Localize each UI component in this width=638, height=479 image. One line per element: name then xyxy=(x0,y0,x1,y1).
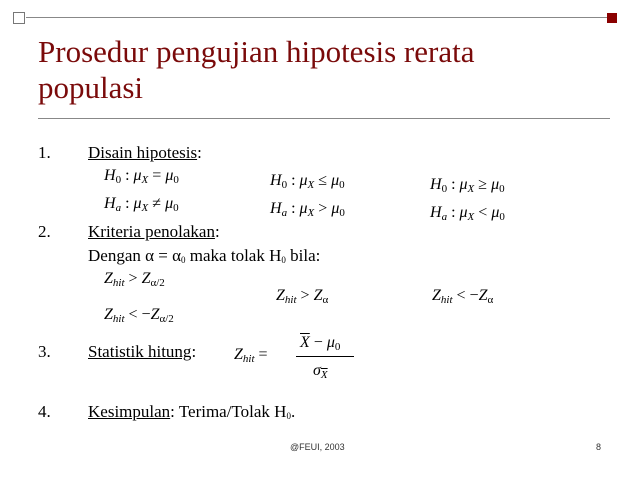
item-2-suffix: : xyxy=(214,222,220,241)
item-3-number: 3. xyxy=(38,342,51,361)
ha-right-tailed: $H_a$ : $\mu_X > \mu_0$ xyxy=(270,200,345,219)
item-4-text: Kesimpulan: Terima/Tolak H0. xyxy=(88,402,296,421)
item-2-detail: Dengan α = α0 maka tolak H0 bila: xyxy=(88,246,321,265)
item-3-suffix: : xyxy=(191,342,197,361)
item-2-number: 2. xyxy=(38,222,51,241)
formula-z-hit: $Z_{hit}$ = xyxy=(234,346,268,365)
criterion-left-tailed: $Z_{hit} < -Z_\alpha$ xyxy=(432,287,494,306)
h0-right-tailed: $H_0$ : $\mu_X \le \mu_0$ xyxy=(270,172,345,191)
ha-two-sided: $H_a$ : $\mu_X \ne \mu_0$ xyxy=(104,195,179,214)
formula-denominator: $\sigma_{\overline{X}}$ xyxy=(313,362,328,381)
slide-title-line1: Prosedur pengujian hipotesis rerata xyxy=(38,34,475,69)
header-square-left xyxy=(13,12,25,24)
formula-fraction-bar xyxy=(296,356,354,357)
item-1-text xyxy=(88,143,202,163)
item-1-number: 1. xyxy=(38,143,51,162)
item-4-number: 4. xyxy=(38,402,51,421)
item-4-heading: Kesimpulan xyxy=(88,402,171,421)
title-rule xyxy=(38,118,610,119)
slide-title xyxy=(38,34,474,106)
criterion-right-tailed: $Z_{hit} > Z_\alpha$ xyxy=(276,287,329,306)
ha-left-tailed: $H_a$ : $\mu_X < \mu_0$ xyxy=(430,204,505,223)
header-rule xyxy=(26,17,607,18)
h0-left-tailed: $H_0$ : $\mu_X \ge \mu_0$ xyxy=(430,176,505,195)
criterion-two-sided-lower: $Z_{hit} < -Z_{\alpha/2}$ xyxy=(104,306,174,325)
formula-numerator: $\overline{X} - \mu_0$ xyxy=(300,334,341,353)
item-3-text xyxy=(88,342,196,362)
footer-credit: @FEUI, 2003 xyxy=(290,442,345,452)
criterion-two-sided-upper: $Z_{hit} > Z_{\alpha/2}$ xyxy=(104,270,165,289)
item-2-text xyxy=(88,222,220,242)
item-1-suffix: : xyxy=(197,143,202,162)
item-2-heading: Kriteria penolakan xyxy=(88,222,215,241)
slide-title-line2: populasi xyxy=(38,70,144,105)
item-3-heading: Statistik hitung xyxy=(88,342,192,361)
item-1-heading: Disain hipotesis xyxy=(88,143,198,162)
footer-page-number: 8 xyxy=(596,442,602,452)
h0-two-sided: $H_0$ : $\mu_X = \mu_0$ xyxy=(104,167,179,186)
header-square-right xyxy=(607,13,617,23)
